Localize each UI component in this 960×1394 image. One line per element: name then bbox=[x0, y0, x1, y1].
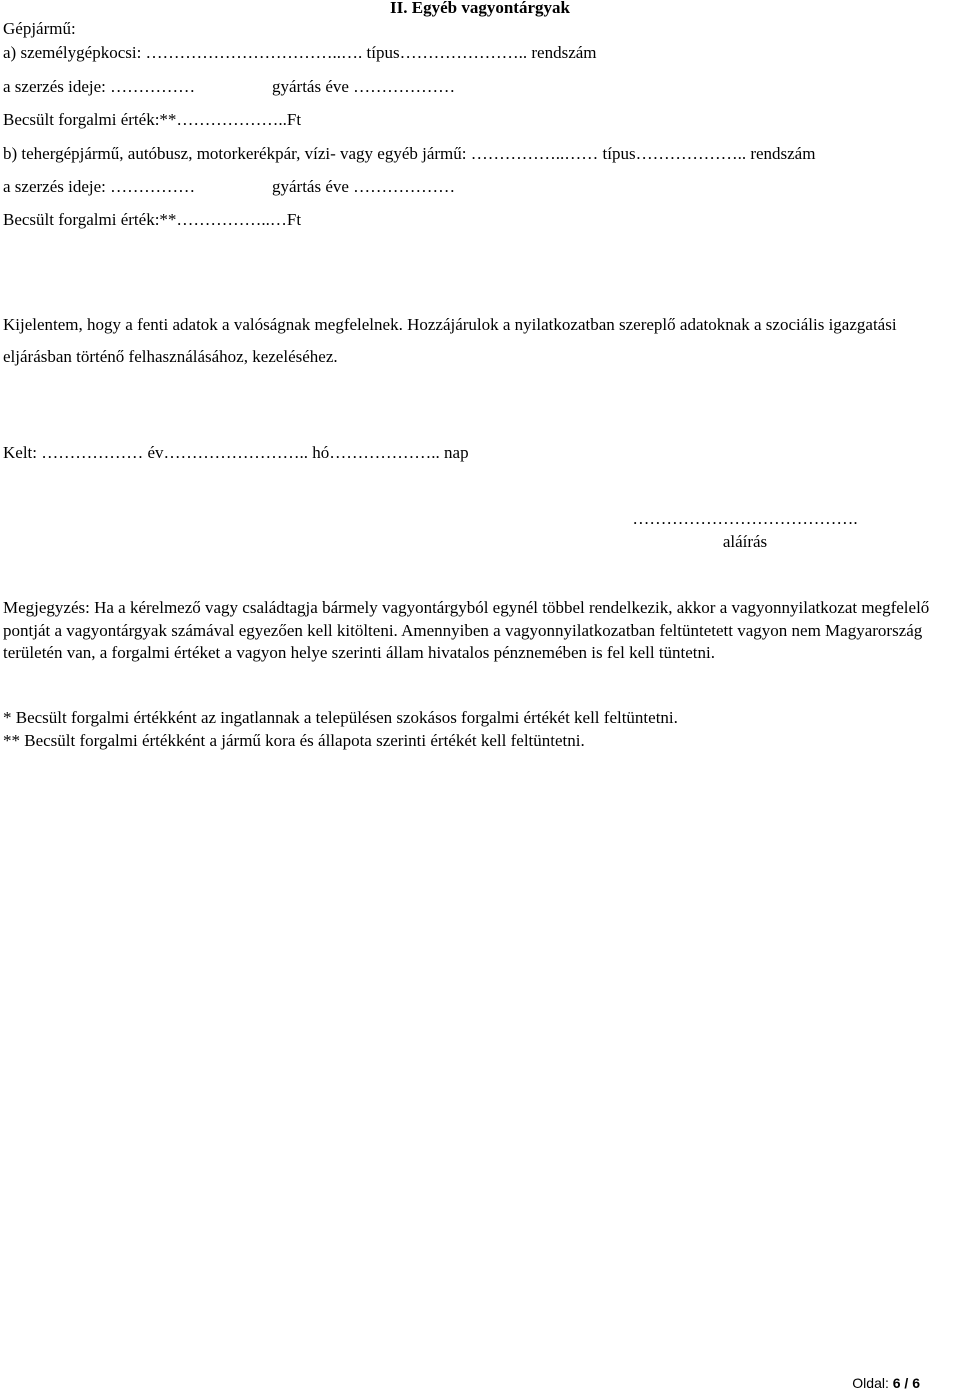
signature-dots[interactable]: …………………………………. bbox=[632, 509, 858, 528]
footnote-vehicle: ** Becsült forgalmi értékként a jármű kora és állapota szerinti értékét kell feltüntetni. bbox=[3, 731, 585, 750]
date-line-field[interactable]: Kelt: ……………… év…………………….. hó……………….. nap bbox=[3, 443, 469, 462]
page-label: Oldal: bbox=[852, 1375, 889, 1391]
declaration-text: Kijelentem, hogy a fenti adatok a valóságnak megfelelnek. Hozzájárulok a nyilatkozatban szereplő adatoknak a szociális igazgatási eljárásban történő felhasználásához, kezeléséhez. bbox=[3, 315, 897, 366]
truck-year-field[interactable]: gyártás éve ……………… bbox=[272, 177, 456, 196]
car-acquisition-field[interactable]: a szerzés ideje: …………… bbox=[3, 77, 196, 96]
page-footer bbox=[852, 1375, 920, 1391]
truck-value-field[interactable]: Becsült forgalmi érték:**……………..…Ft bbox=[3, 210, 302, 229]
car-type-field[interactable]: a) személygépkocsi: ……………………………..…. típus………………….. rendszám bbox=[3, 43, 597, 62]
truck-acquisition-field[interactable]: a szerzés ideje: …………… bbox=[3, 177, 196, 196]
signature-label: aláírás bbox=[722, 532, 768, 551]
page-number: 6 / 6 bbox=[892, 1375, 920, 1391]
footnote-property: * Becsült forgalmi értékként az ingatlannak a településen szokásos forgalmi értékét kell feltüntetni. bbox=[3, 708, 678, 727]
note-text: Megjegyzés: Ha a kérelmező vagy családtagja bármely vagyontárgyból egynél többel rendelkezik, akkor a vagyonnyilatkozat megfelelő pontját a vagyontárgyak számával egyezően kell kitölteni. Amennyiben a vagyonnyilatkozatban feltüntetett vagyon nem Magyarország területén van, a forgalmi értéket a vagyon helye szerinti állam hivatalos pénznemében is fel kell tüntetni. bbox=[3, 598, 930, 662]
truck-type-field[interactable]: b) tehergépjármű, autóbusz, motorkerékpár, vízi- vagy egyéb jármű: ……………..…… típus……………….. rendszám bbox=[3, 144, 816, 163]
car-value-field[interactable]: Becsült forgalmi érték:**………………..Ft bbox=[3, 110, 302, 129]
vehicle-heading: Gépjármű: bbox=[3, 19, 76, 38]
car-year-field[interactable]: gyártás éve ……………… bbox=[272, 77, 456, 96]
section-title: II. Egyéb vagyontárgyak bbox=[390, 0, 570, 17]
